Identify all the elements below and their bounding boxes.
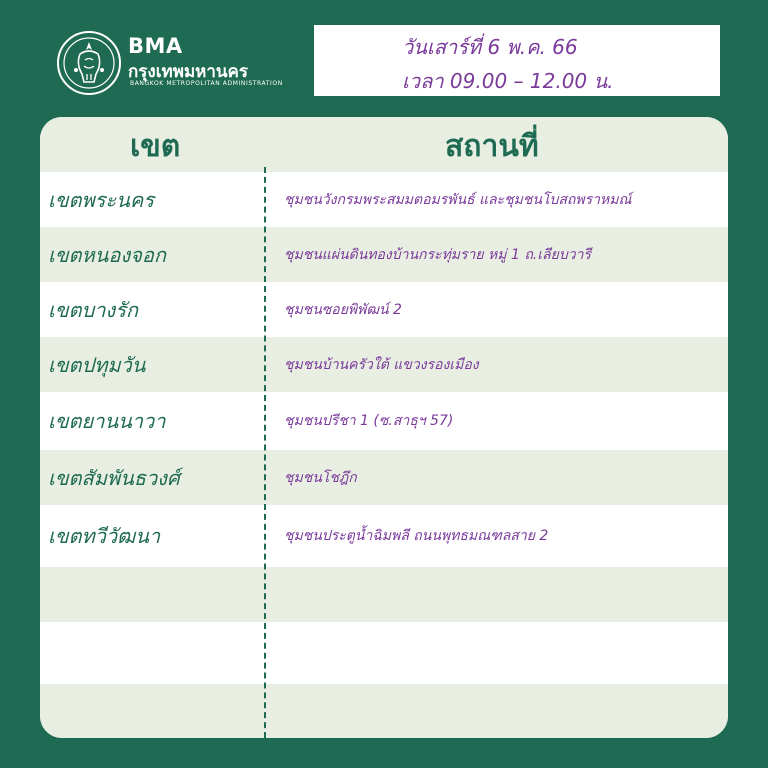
place-cell: ชุมชนปรีชา 1 (ซ.สาธุฯ 57) (284, 413, 454, 429)
district-cell: เขตทวีวัฒนา (48, 524, 161, 548)
district-cell: เขตหนองจอก (48, 242, 166, 267)
locations-table (40, 117, 728, 738)
table-row (40, 282, 728, 337)
place-cell: ชุมชนประตูน้ำฉิมพลี ถนนพุทธมณฑลสาย 2 (284, 528, 549, 544)
table-row (40, 567, 728, 622)
district-cell: เขตพระนคร (48, 187, 154, 212)
table-row (40, 392, 728, 450)
place-cell: ชุมชนบ้านครัวใต้ แขวงรองเมือง (284, 356, 479, 373)
table-row (40, 227, 728, 282)
table-row (40, 337, 728, 392)
table-row (40, 684, 728, 738)
schedule-time: เวลา 09.00 – 12.00 น. (402, 69, 614, 93)
column-divider (264, 167, 266, 738)
place-cell: ชุมชนแผ่นดินทองบ้านกระทุ่มราย หมู่ 1 ถ.เลียบวารี (284, 246, 591, 263)
district-cell: เขตยานนาวา (48, 409, 166, 433)
bma-seal-icon (56, 30, 122, 96)
place-cell: ชุมชนโชฎึก (284, 469, 357, 486)
org-thai-name: กรุงเทพมหานคร (128, 62, 249, 82)
table-row (40, 172, 728, 227)
table-row (40, 505, 728, 567)
schedule-date: วันเสาร์ที่ 6 พ.ค. 66 (402, 35, 578, 59)
district-cell: เขตสัมพันธวงศ์ (48, 465, 180, 490)
org-short-name: BMA (128, 34, 183, 58)
bma-logo (56, 30, 306, 100)
table-row (40, 450, 728, 505)
district-cell: เขตปทุมวัน (48, 352, 146, 377)
table-header (40, 117, 728, 172)
place-cell: ชุมชนวังกรมพระสมมตอมรพันธ์ และชุมชนโบสถพราหมณ์ (284, 191, 632, 208)
table-row (40, 622, 728, 684)
org-english-name: BANGKOK METROPOLITAN ADMINISTRATION (130, 80, 283, 87)
schedule-box (314, 25, 720, 96)
district-cell: เขตบางรัก (48, 297, 139, 322)
column-header-district: เขต (130, 129, 181, 164)
column-header-place: สถานที่ (445, 129, 539, 164)
place-cell: ชุมชนซอยพิพัฒน์ 2 (284, 301, 402, 318)
